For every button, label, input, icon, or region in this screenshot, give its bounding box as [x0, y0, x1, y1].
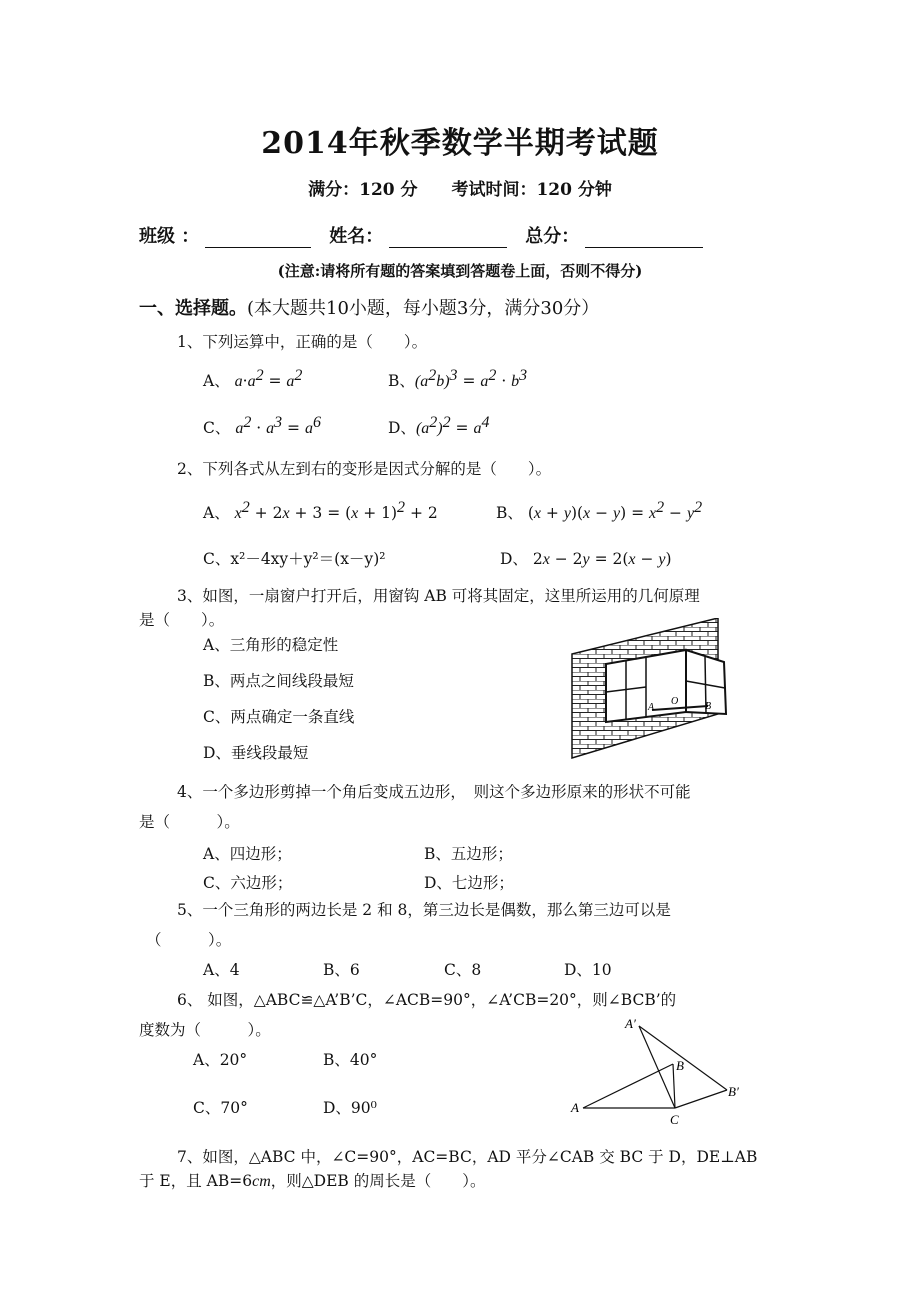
q6-stem-line2: 度数为（ ）。: [139, 1021, 271, 1039]
q5-option-a: A、4: [203, 961, 240, 979]
q5-option-b: B、6: [323, 961, 360, 979]
label-b: B: [676, 1058, 684, 1073]
triangle-figure: [565, 1012, 755, 1130]
label-b: B: [705, 701, 712, 712]
student-info-row: [139, 222, 721, 248]
q5-option-c: C、8: [444, 961, 482, 979]
q1-option-a: A、 $a\cdot a^2 = a^2$: [203, 367, 303, 391]
exam-time: 考试时间：120 分钟: [451, 180, 612, 200]
q7-stem-line1: 7、如图，△ABC 中，∠C=90°，AC=BC，AD 平分∠CAB 交 BC 于 D，DE⊥AB: [177, 1148, 758, 1166]
q4-stem-line1: 4、一个多边形剪掉一个角后变成五边形， 则这个多边形原来的形状不可能: [177, 783, 691, 801]
label-a: A: [648, 702, 655, 713]
full-score: 满分：120 分: [308, 180, 418, 200]
q1-option-c: C、 $a^2 \cdot a^3 = a^6$: [203, 414, 321, 438]
q4-option-c: C、六边形；: [203, 874, 293, 892]
q3-stem-line2: 是（ ）。: [139, 611, 225, 629]
name-label: 姓名：: [329, 226, 384, 247]
q3-option-c: C、两点确定一条直线: [203, 708, 355, 726]
q7-stem-line2: 于 E，且 AB=6cm，则△DEB 的周长是（ ）。: [139, 1172, 486, 1190]
q3-option-d: D、垂线段最短: [203, 744, 309, 762]
q2-option-c: C、x²－4xy＋y²＝(x－y)²: [203, 550, 386, 568]
q2-option-d: D、 2x − 2y = 2(x − y): [500, 550, 672, 568]
q4-option-a: A、四边形；: [203, 845, 292, 863]
q2-stem: 2、下列各式从左到右的变形是因式分解的是（ ）。: [177, 460, 552, 478]
q5-stem-line1: 5、一个三角形的两边长是 2 和 8，第三边长是偶数，那么第三边可以是: [177, 901, 671, 919]
q4-stem-line2: 是（ ）。: [139, 813, 240, 831]
label-a-prime: A′: [625, 1016, 636, 1031]
q4-option-b: B、五边形；: [424, 845, 513, 863]
notice: (注意:请将所有题的答案填到答题卷上面，否则不得分): [277, 262, 643, 280]
q3-stem-line1: 3、如图，一扇窗户打开后，用窗钩 AB 可将其固定，这里所运用的几何原理: [177, 587, 700, 605]
q4-option-d: D、七边形；: [424, 874, 514, 892]
window-figure: [568, 618, 738, 760]
q5-option-d: D、10: [564, 961, 612, 979]
q1-option-d: D、$(a^2)^2 = a^4$: [388, 414, 490, 438]
q6-option-d: D、90⁰: [323, 1099, 377, 1117]
label-o: O: [671, 696, 679, 707]
class-label: 班级 ：: [139, 226, 200, 247]
q1-option-b: B、$(a^2b)^3 = a^2 \cdot b^3$: [388, 367, 528, 391]
label-a: A: [571, 1100, 579, 1115]
label-c: C: [670, 1112, 679, 1127]
q6-stem-line1: 6、 如图，△ABC≌△A’B’C，∠ACB=90°，∠A’CB=20°，则∠BCB’的: [177, 991, 677, 1009]
q6-option-b: B、40°: [323, 1051, 378, 1069]
section-1-label: 一、选择题。: [139, 298, 247, 319]
label-b-prime: B′: [728, 1084, 739, 1099]
section-1-desc: (本大题共10小题，每小题3分，满分30分）: [247, 298, 600, 319]
exam-subtitle: [0, 175, 920, 200]
total-label: 总分：: [525, 226, 580, 247]
q2-option-b: B、 $(x + y)(x - y) = x^2 - y^2$: [496, 499, 703, 523]
q6-option-c: C、70°: [193, 1099, 248, 1117]
q1-stem: 1、下列运算中，正确的是（ ）。: [177, 333, 428, 351]
q5-stem-line2: （ ）。: [146, 931, 232, 949]
q3-option-b: B、两点之间线段最短: [203, 672, 354, 690]
q3-option-a: A、三角形的稳定性: [203, 636, 339, 654]
q6-option-a: A、20°: [193, 1051, 248, 1069]
class-blank[interactable]: [205, 229, 311, 248]
total-blank[interactable]: [585, 229, 703, 248]
name-blank[interactable]: [389, 229, 507, 248]
page-title: 2014年秋季数学半期考试题: [261, 126, 659, 161]
q2-option-a: A、 $x^2 + 2x + 3 = (x + 1)^2 + 2$: [203, 499, 438, 523]
section-1-heading: [139, 294, 599, 320]
